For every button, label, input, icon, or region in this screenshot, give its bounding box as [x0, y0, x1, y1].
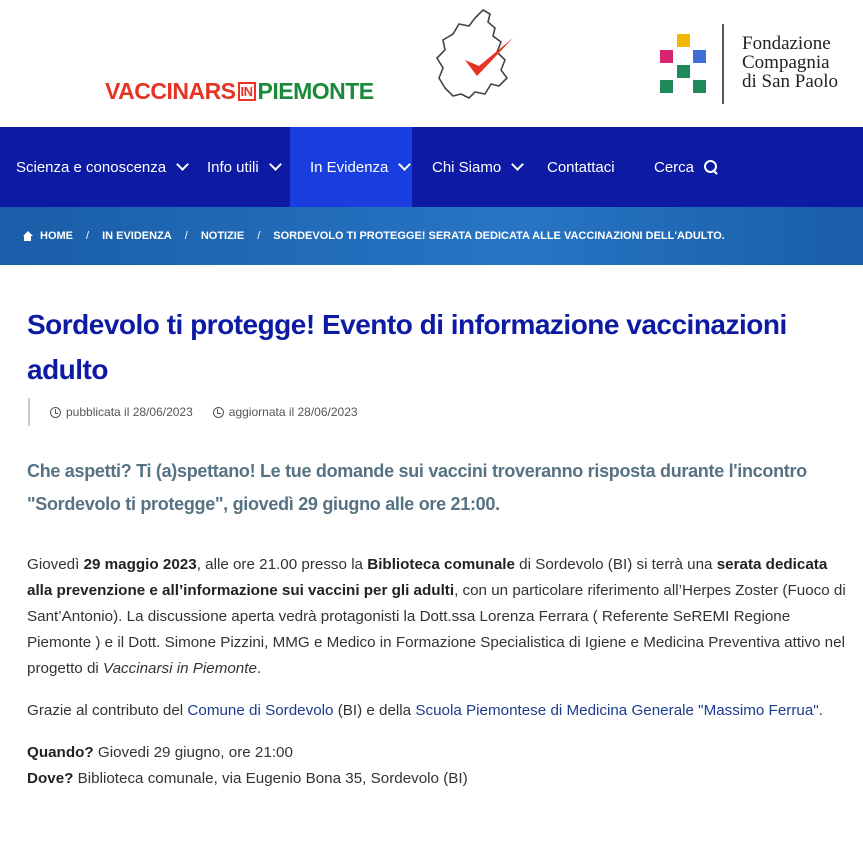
- breadcrumb-home[interactable]: HOME: [40, 230, 73, 242]
- link-comune-sordevolo[interactable]: Comune di Sordevolo: [187, 702, 334, 719]
- clock-icon: [50, 407, 61, 418]
- logo-part-1: VACCINARS: [105, 78, 236, 104]
- logo-wordmark: [105, 78, 374, 105]
- paragraph-thanks: [27, 698, 847, 724]
- where-value: Biblioteca comunale, via Eugenio Bona 35, Sordevolo (BI): [73, 770, 468, 787]
- site-header: [0, 0, 863, 127]
- chevron-down-icon: [269, 158, 282, 171]
- home-icon: [22, 231, 33, 241]
- article-lead: Che aspetti? Ti (a)spettano! Le tue domande sui vaccini troveranno risposta durante l'incontro "Sordevolo ti protegge", giovedì 29 giugno alle ore 21:00.: [27, 461, 807, 514]
- text: Giovedì: [27, 556, 84, 573]
- nav-label: Contattaci: [547, 158, 615, 176]
- breadcrumb-separator: /: [86, 230, 90, 242]
- partner-line-1: Fondazione: [742, 33, 831, 54]
- clock-icon: [213, 407, 224, 418]
- breadcrumb-current: SORDEVOLO TI PROTEGGE! SERATA DEDICATA ALLE VACCINAZIONI DELL'ADULTO.: [273, 230, 725, 242]
- piemonte-map-icon: [435, 8, 520, 103]
- event-where: [27, 766, 847, 792]
- link-scuola-piemontese[interactable]: Scuola Piemontese di Medicina Generale "Massimo Ferrua": [415, 702, 819, 719]
- logo-part-2: IN: [238, 82, 256, 101]
- chevron-down-icon: [511, 158, 524, 171]
- nav-item-scienza[interactable]: [16, 127, 188, 207]
- article-meta: [28, 398, 358, 426]
- partner-line-2: Compagnia: [742, 52, 830, 73]
- when-label: Quando?: [27, 744, 94, 761]
- main-nav: [0, 127, 863, 207]
- breadcrumb: [0, 207, 863, 265]
- event-venue: Biblioteca comunale: [367, 556, 515, 573]
- search-icon: [704, 160, 718, 174]
- nav-label: Info utili: [207, 158, 259, 176]
- nav-item-info-utili[interactable]: [207, 127, 287, 207]
- nav-item-cerca[interactable]: [654, 127, 724, 207]
- published-date: pubblicata il 28/06/2023: [66, 405, 193, 419]
- article-body: [27, 552, 847, 792]
- partner-logo[interactable]: [660, 24, 855, 104]
- chevron-down-icon: [176, 158, 189, 171]
- event-when: [27, 740, 847, 766]
- breadcrumb-notizie[interactable]: NOTIZIE: [200, 230, 245, 242]
- text: Grazie al contributo del: [27, 702, 188, 719]
- event-date: 29 maggio 2023: [83, 556, 197, 573]
- paragraph-event: [27, 552, 847, 682]
- page-title: Sordevolo ti protegge! Evento di informazione vaccinazioni adulto: [27, 309, 787, 385]
- nav-item-chi-siamo[interactable]: [432, 127, 527, 207]
- updated-date: aggiornata il 28/06/2023: [228, 405, 358, 419]
- breadcrumb-separator: /: [184, 230, 188, 242]
- text: di Sordevolo (BI) si terrà una: [514, 556, 717, 573]
- text: .: [818, 702, 823, 719]
- partner-line-3: di San Paolo: [742, 71, 839, 92]
- logo-part-3: PIEMONTE: [257, 78, 374, 104]
- partner-divider: [722, 24, 724, 104]
- breadcrumb-in-evidenza[interactable]: IN EVIDENZA: [102, 230, 172, 242]
- event-topic: serata dedicata alla prevenzione e all’informazione sui vaccini per gli adulti: [27, 556, 828, 599]
- nav-item-in-evidenza[interactable]: [290, 127, 412, 207]
- nav-item-contattaci[interactable]: [547, 127, 627, 207]
- partner-squares-icon: [660, 34, 706, 94]
- nav-label: Scienza e conoscenza: [16, 158, 167, 176]
- project-name: Vaccinarsi in Piemonte: [103, 660, 257, 677]
- breadcrumb-separator: /: [257, 230, 261, 242]
- nav-label: In Evidenza: [310, 158, 389, 176]
- nav-label: Chi Siamo: [432, 158, 502, 176]
- text: (BI) e della: [333, 702, 416, 719]
- partner-name: [742, 34, 838, 91]
- nav-label: Cerca: [654, 158, 695, 176]
- text: .: [256, 660, 262, 677]
- when-value: Giovedi 29 giugno, ore 21:00: [93, 744, 293, 761]
- text: , con un particolare riferimento all’Herpes Zoster (Fuoco di Sant’Antonio). La discussione aperta vedrà protagonisti la Dott.ssa Lorenza Ferrara ( Referente SeREMI Regione Piemonte ) e il Dott. Simone Pizzini, MMG e Medico in Formazione Specialistica di Igiene e Medicina Preventiva attivo nel progetto di: [27, 582, 846, 677]
- site-logo[interactable]: [105, 8, 515, 108]
- chevron-down-icon: [399, 158, 412, 171]
- where-label: Dove?: [27, 770, 74, 787]
- text: , alle ore 21.00 presso la: [196, 556, 368, 573]
